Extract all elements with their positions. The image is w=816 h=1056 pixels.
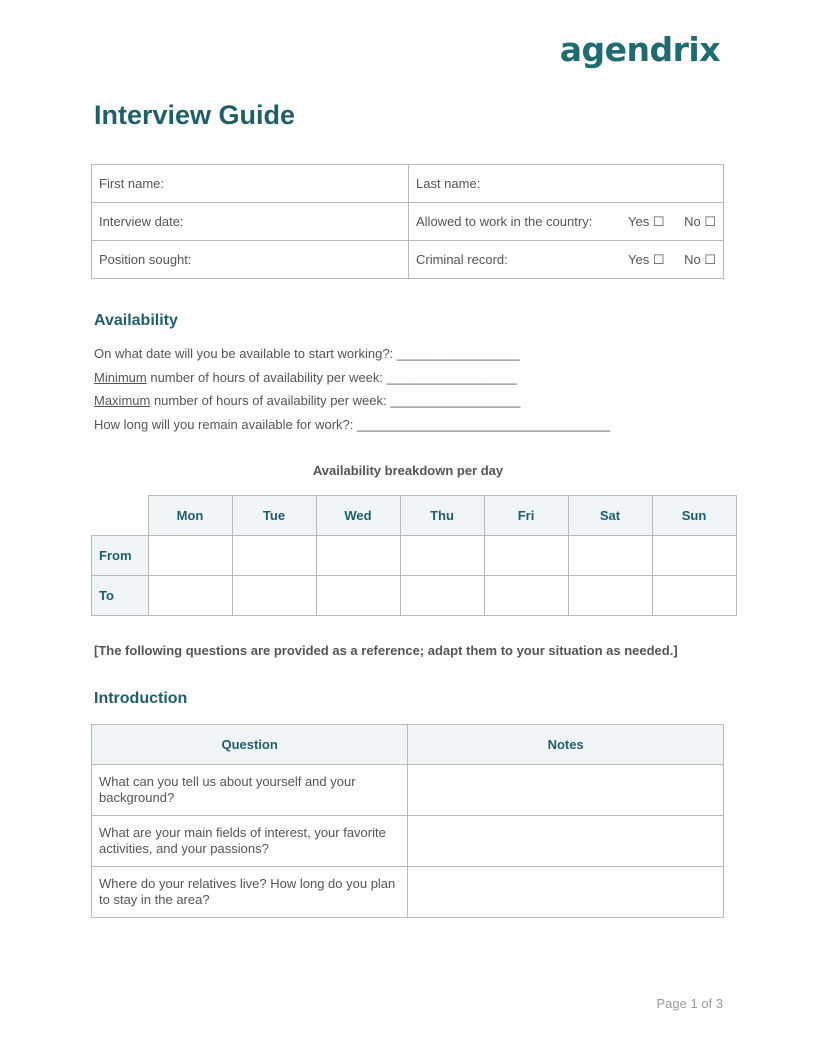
position-sought-field[interactable] — [92, 241, 409, 279]
to-cell[interactable] — [400, 576, 484, 616]
from-cell[interactable] — [148, 536, 232, 576]
min-hours-question — [94, 370, 517, 385]
last-name-label: Last name: — [416, 176, 481, 191]
to-row-label: To — [92, 576, 149, 616]
max-hours-question — [94, 393, 520, 408]
to-cell[interactable] — [232, 576, 316, 616]
from-cell[interactable] — [652, 536, 736, 576]
to-cell[interactable] — [568, 576, 652, 616]
question-column-header: Question — [92, 725, 408, 765]
max-hours-text: number of hours of availability per week: __________________ — [150, 393, 521, 408]
page-title: Interview Guide — [94, 100, 296, 130]
from-cell[interactable] — [568, 536, 652, 576]
day-header: Sat — [568, 496, 652, 536]
day-header: Sun — [652, 496, 736, 536]
first-name-label: First name: — [99, 176, 165, 191]
reference-note: [The following questions are provided as a reference; adapt them to your situation as needed.] — [94, 643, 678, 658]
allowed-to-work-field — [409, 203, 724, 241]
from-cell[interactable] — [316, 536, 400, 576]
position-sought-label: Position sought: — [99, 252, 192, 267]
to-cell[interactable] — [652, 576, 736, 616]
day-header: Wed — [316, 496, 400, 536]
max-hours-emphasis: Maximum — [94, 393, 151, 408]
from-row-label: From — [92, 536, 149, 576]
day-header: Tue — [232, 496, 316, 536]
question-text: Where do your relatives live? How long do you plan to stay in the area? — [92, 867, 408, 918]
from-cell[interactable] — [232, 536, 316, 576]
criminal-no-checkbox[interactable]: No ☐ — [684, 251, 716, 267]
notes-cell[interactable] — [408, 816, 724, 867]
interview-date-field[interactable] — [92, 203, 409, 241]
to-cell[interactable] — [316, 576, 400, 616]
availability-heading: Availability — [94, 312, 178, 329]
table-row — [92, 816, 724, 867]
criminal-yes-checkbox[interactable]: Yes ☐ — [628, 251, 665, 267]
availability-table — [91, 495, 737, 616]
day-header: Mon — [148, 496, 232, 536]
question-text: What are your main fields of interest, your favorite activities, and your passions? — [92, 816, 408, 867]
allowed-to-work-label: Allowed to work in the country: — [416, 213, 593, 229]
allowed-yes-checkbox[interactable]: Yes ☐ — [628, 213, 665, 229]
agendrix-logo: agendrix — [559, 30, 720, 69]
day-header: Thu — [400, 496, 484, 536]
candidate-info-table — [91, 164, 724, 279]
from-cell[interactable] — [400, 536, 484, 576]
from-cell[interactable] — [484, 536, 568, 576]
introduction-heading: Introduction — [94, 690, 188, 707]
last-name-field[interactable] — [409, 165, 724, 203]
breakdown-title: Availability breakdown per day — [312, 463, 504, 478]
corner-cell — [92, 496, 149, 536]
min-hours-text: number of hours of availability per week: __________________ — [146, 370, 517, 385]
first-name-field[interactable] — [92, 165, 409, 203]
to-cell[interactable] — [148, 576, 232, 616]
criminal-record-field — [409, 241, 724, 279]
notes-cell[interactable] — [408, 765, 724, 816]
notes-cell[interactable] — [408, 867, 724, 918]
table-row — [92, 867, 724, 918]
duration-question: How long will you remain available for work?: ___________________________________ — [94, 417, 611, 432]
interview-date-label: Interview date: — [99, 214, 184, 229]
criminal-record-label: Criminal record: — [416, 251, 508, 267]
table-row — [92, 765, 724, 816]
day-header: Fri — [484, 496, 568, 536]
page-number: Page 1 of 3 — [656, 996, 723, 1011]
allowed-no-checkbox[interactable]: No ☐ — [684, 213, 716, 229]
introduction-table — [91, 724, 724, 918]
to-cell[interactable] — [484, 576, 568, 616]
min-hours-emphasis: Minimum — [94, 370, 147, 385]
notes-column-header: Notes — [408, 725, 724, 765]
start-date-question: On what date will you be available to start working?: _________________ — [94, 346, 520, 361]
question-text: What can you tell us about yourself and your background? — [92, 765, 408, 816]
